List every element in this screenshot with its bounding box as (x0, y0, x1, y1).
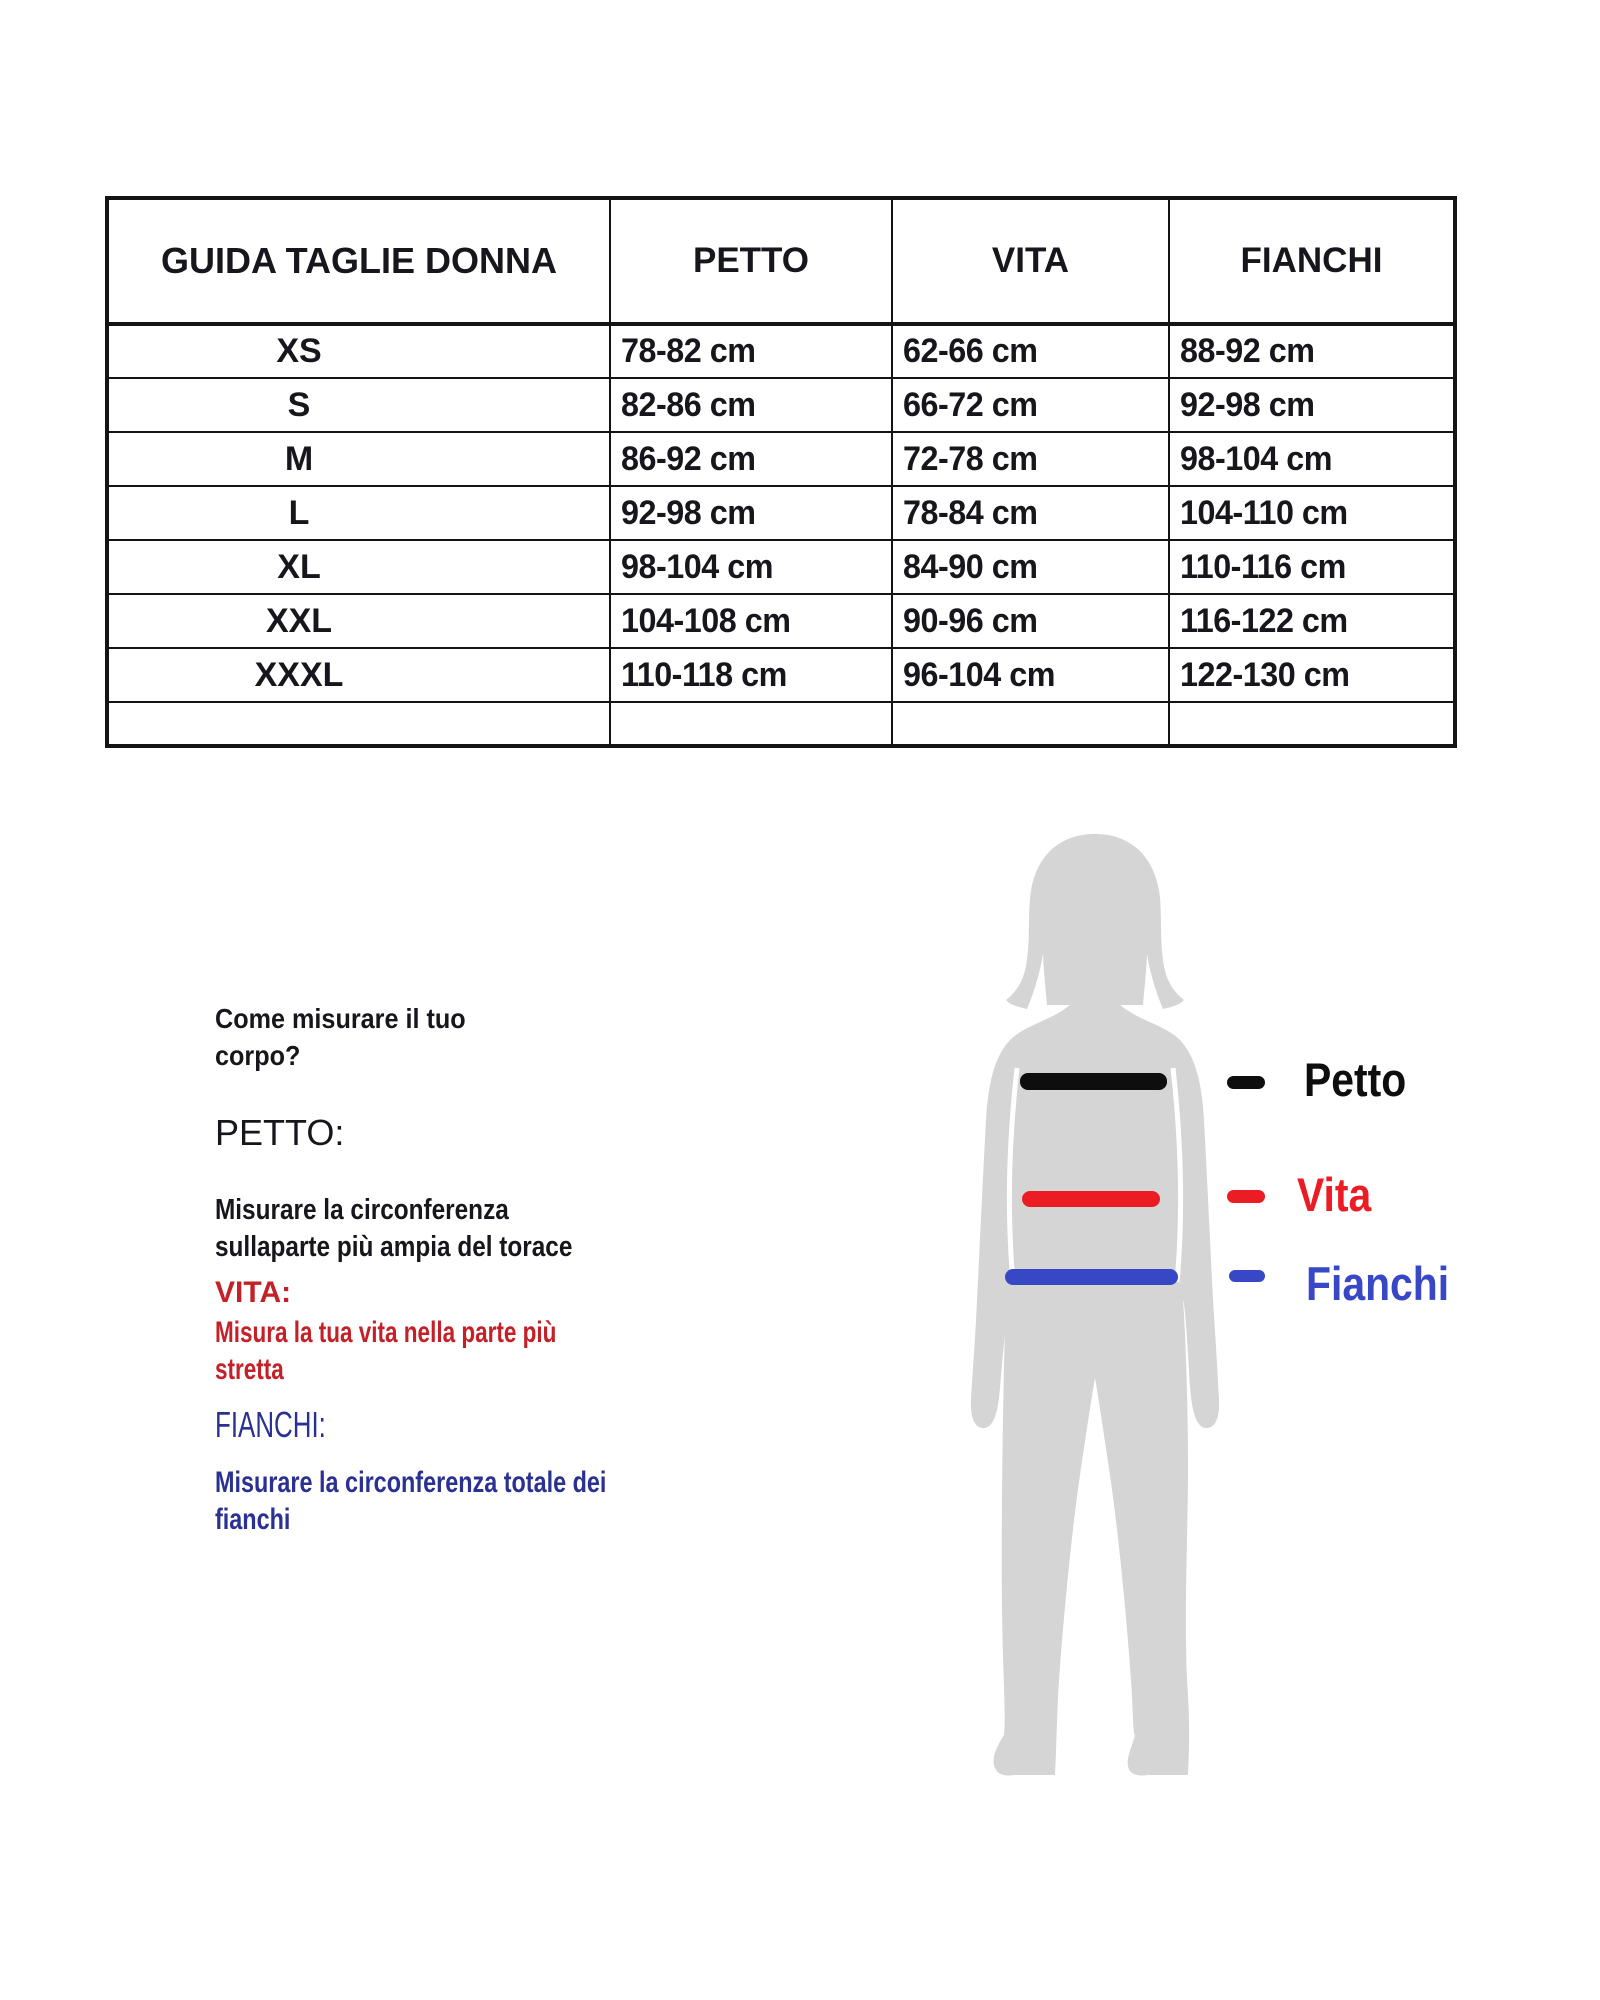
petto-legend-label: Petto (1304, 1053, 1407, 1106)
petto-value: 78-82 cm (610, 324, 892, 378)
size-label: XL (107, 540, 610, 594)
measurement-figure (960, 830, 1520, 1790)
vita-legend-dash-icon (1227, 1190, 1265, 1203)
fianchi-legend-label: Fianchi (1306, 1257, 1450, 1310)
petto-instruction-label: PETTO: (215, 1112, 345, 1153)
petto-instruction-text: Misurare la circonferenza sullaparte più ampia del torace (215, 1194, 573, 1263)
size-label: M (107, 432, 610, 486)
table-row (107, 648, 1455, 702)
waist-measure-bar (1022, 1191, 1160, 1207)
silhouette-body (971, 998, 1219, 1775)
table-row (107, 540, 1455, 594)
table-row (107, 324, 1455, 378)
col-header-fianchi: FIANCHI (1169, 198, 1455, 324)
petto-value: 92-98 cm (610, 486, 892, 540)
vita-value: 96-104 cm (892, 648, 1169, 702)
vita-value: 84-90 cm (892, 540, 1169, 594)
vita-instruction-text: Misura la tua vita nella parte più stretta (215, 1316, 557, 1386)
hips-measure-bar (1005, 1269, 1178, 1285)
table-row (107, 432, 1455, 486)
vita-instruction-label: VITA: (215, 1276, 292, 1309)
vita-value: 66-72 cm (892, 378, 1169, 432)
fianchi-value: 110-116 cm (1169, 540, 1455, 594)
fianchi-legend-dash-icon (1229, 1270, 1265, 1282)
size-label: XS (107, 324, 610, 378)
silhouette-head (1006, 834, 1184, 1009)
size-guide-table (105, 196, 1457, 748)
size-label: XXL (107, 594, 610, 648)
vita-legend-label: Vita (1297, 1168, 1372, 1221)
vita-value: 62-66 cm (892, 324, 1169, 378)
petto-value: 86-92 cm (610, 432, 892, 486)
fianchi-instruction-label: FIANCHI: (215, 1404, 326, 1445)
fianchi-instruction-text: Misurare la circonferenza totale dei fianchi (215, 1466, 607, 1536)
table-header-row (107, 198, 1455, 324)
table-title: GUIDA TAGLIE DONNA (107, 198, 610, 324)
petto-value: 110-118 cm (610, 648, 892, 702)
size-label: S (107, 378, 610, 432)
size-label: L (107, 486, 610, 540)
chest-measure-bar (1020, 1073, 1167, 1090)
vita-value: 72-78 cm (892, 432, 1169, 486)
vita-value: 90-96 cm (892, 594, 1169, 648)
size-label: XXXL (107, 648, 610, 702)
petto-value: 104-108 cm (610, 594, 892, 648)
fianchi-value: 98-104 cm (1169, 432, 1455, 486)
fianchi-value: 88-92 cm (1169, 324, 1455, 378)
petto-legend-dash-icon (1227, 1076, 1265, 1089)
table-row (107, 486, 1455, 540)
table-row (107, 594, 1455, 648)
fianchi-value: 116-122 cm (1169, 594, 1455, 648)
petto-value: 98-104 cm (610, 540, 892, 594)
fianchi-value: 92-98 cm (1169, 378, 1455, 432)
col-header-petto: PETTO (610, 198, 892, 324)
measure-instructions-title: Come misurare il tuo corpo? (215, 1003, 466, 1071)
table-row (107, 378, 1455, 432)
fianchi-value: 104-110 cm (1169, 486, 1455, 540)
empty-table-row (107, 702, 1455, 746)
petto-value: 82-86 cm (610, 378, 892, 432)
fianchi-value: 122-130 cm (1169, 648, 1455, 702)
col-header-vita: VITA (892, 198, 1169, 324)
female-body-silhouette (960, 830, 1230, 1780)
vita-value: 78-84 cm (892, 486, 1169, 540)
